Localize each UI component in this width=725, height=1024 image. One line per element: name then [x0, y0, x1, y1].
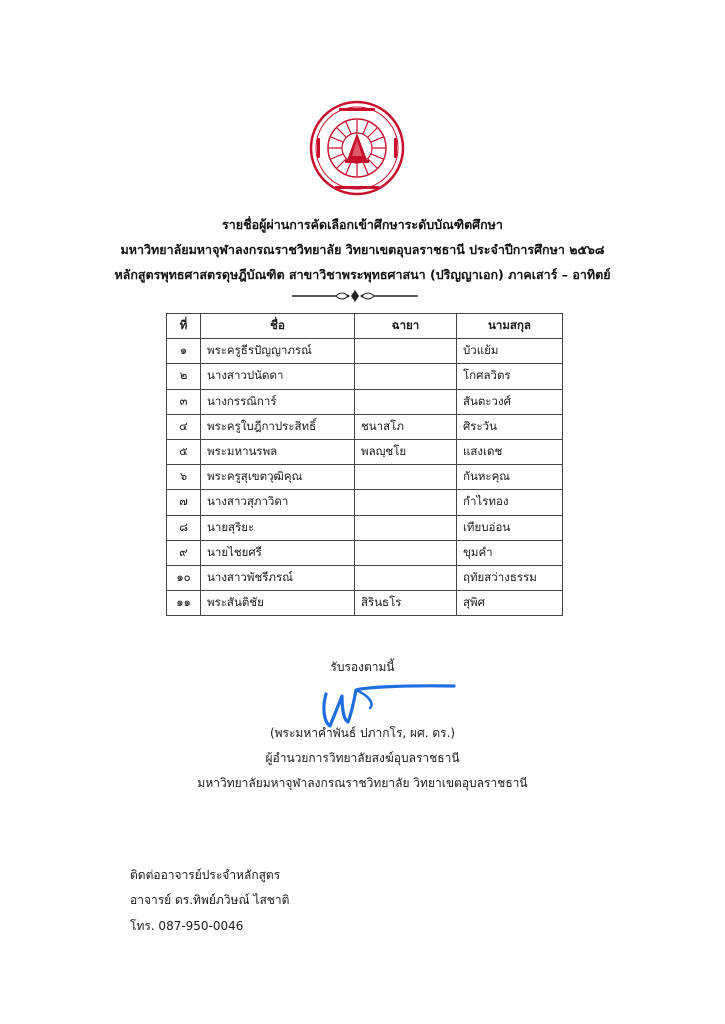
cell-name: นางสาวปนัดดา	[201, 364, 355, 389]
cell-no: ๑	[167, 339, 201, 364]
cell-no: ๖	[167, 465, 201, 490]
cell-no: ๓	[167, 389, 201, 414]
cell-surname: เทียบอ่อน	[457, 515, 563, 540]
cell-name: พระสันติชัย	[201, 591, 355, 616]
cell-alias	[355, 465, 457, 490]
table-row	[167, 515, 563, 540]
column-header-name: ชื่อ	[201, 314, 355, 339]
column-header-alias: ฉายา	[355, 314, 457, 339]
document-title: รายชื่อผู้ผ่านการคัดเลือกเข้าศึกษาระดับบัณฑิตศึกษา	[222, 217, 503, 232]
cell-alias: ชนาสโภ	[355, 414, 457, 439]
table-row	[167, 565, 563, 590]
cell-name: พระครูสุเขตวุฒิคุณ	[201, 465, 355, 490]
cell-surname: บัวแย้ม	[457, 339, 563, 364]
signatory-position: ผู้อำนวยการวิทยาลัยสงฆ์อุบลราชธานี	[265, 751, 460, 765]
cell-surname: ขุมคำ	[457, 540, 563, 565]
cell-surname: สันตะวงศ์	[457, 389, 563, 414]
cell-surname: โกศลวิตร	[457, 364, 563, 389]
cell-alias	[355, 490, 457, 515]
cell-alias: สิรินธโร	[355, 591, 457, 616]
cell-name: พระครูธีรปัญญาภรณ์	[201, 339, 355, 364]
signatory-name: (พระมหาคำพันธ์ ปภากโร, ผศ. ดร.)	[269, 726, 456, 740]
column-header-no: ที่	[167, 314, 201, 339]
endorsement-label: รับรองตามนี้	[330, 660, 395, 674]
signatory-institution: มหาวิทยาลัยมหาจุฬาลงกรณราชวิทยาลัย วิทยาเขตอุบลราชธานี	[197, 776, 528, 790]
cell-name: นางกรรณิการ์	[201, 389, 355, 414]
contact-heading: ติดต่ออาจารย์ประจำหลักสูตร	[130, 868, 281, 882]
cell-no: ๘	[167, 515, 201, 540]
cell-no: ๒	[167, 364, 201, 389]
column-header-surname: นามสกุล	[457, 314, 563, 339]
contact-phone: โทร. 087-950-0046	[130, 919, 244, 933]
cell-alias	[355, 515, 457, 540]
cell-surname: แสงเดช	[457, 439, 563, 464]
document-subtitle-university: มหาวิทยาลัยมหาจุฬาลงกรณราชวิทยาลัย วิทยาเขตอุบลราชธานี ประจำปีการศึกษา ๒๕๖๘	[120, 242, 605, 257]
cell-name: นายไชยศรี	[201, 540, 355, 565]
document-subtitle-program: หลักสูตรพุทธศาสตรดุษฎีบัณฑิต สาขาวิชาพระพุทธศาสนา (ปริญญาเอก) ภาคเสาร์ – อาทิตย์	[114, 267, 611, 282]
contact-person: อาจารย์ ดร.ทิพย์ภวิษณ์ ไสชาติ	[130, 893, 290, 907]
table-row	[167, 540, 563, 565]
cell-no: ๕	[167, 439, 201, 464]
cell-no: ๑๐	[167, 565, 201, 590]
cell-name: นางสาวสุภาวิดา	[201, 490, 355, 515]
table-row	[167, 439, 563, 464]
cell-alias	[355, 540, 457, 565]
ornamental-divider-icon	[290, 288, 420, 304]
table-body	[167, 339, 563, 616]
table-row	[167, 364, 563, 389]
table-row	[167, 490, 563, 515]
cell-name: นายสุริยะ	[201, 515, 355, 540]
cell-surname: สุพิศ	[457, 591, 563, 616]
candidate-table	[166, 313, 563, 616]
cell-alias	[355, 364, 457, 389]
cell-no: ๙	[167, 540, 201, 565]
university-seal-logo	[309, 100, 405, 196]
cell-no: ๔	[167, 414, 201, 439]
cell-name: นางสาวพัชรีภรณ์	[201, 565, 355, 590]
table-row	[167, 591, 563, 616]
table-row	[167, 389, 563, 414]
cell-alias	[355, 339, 457, 364]
cell-surname: ฤทัยสว่างธรรม	[457, 565, 563, 590]
cell-no: ๗	[167, 490, 201, 515]
cell-alias	[355, 389, 457, 414]
cell-name: พระครูใบฎีกาประสิทธิ์	[201, 414, 355, 439]
table-header-row	[167, 314, 563, 339]
cell-alias	[355, 565, 457, 590]
table-row	[167, 465, 563, 490]
table-row	[167, 339, 563, 364]
cell-surname: ศิระวัน	[457, 414, 563, 439]
table-row	[167, 414, 563, 439]
cell-surname: กำไรทอง	[457, 490, 563, 515]
cell-surname: กันหะคุณ	[457, 465, 563, 490]
cell-alias: พลญฺชโย	[355, 439, 457, 464]
cell-name: พระมหานรพล	[201, 439, 355, 464]
cell-no: ๑๑	[167, 591, 201, 616]
